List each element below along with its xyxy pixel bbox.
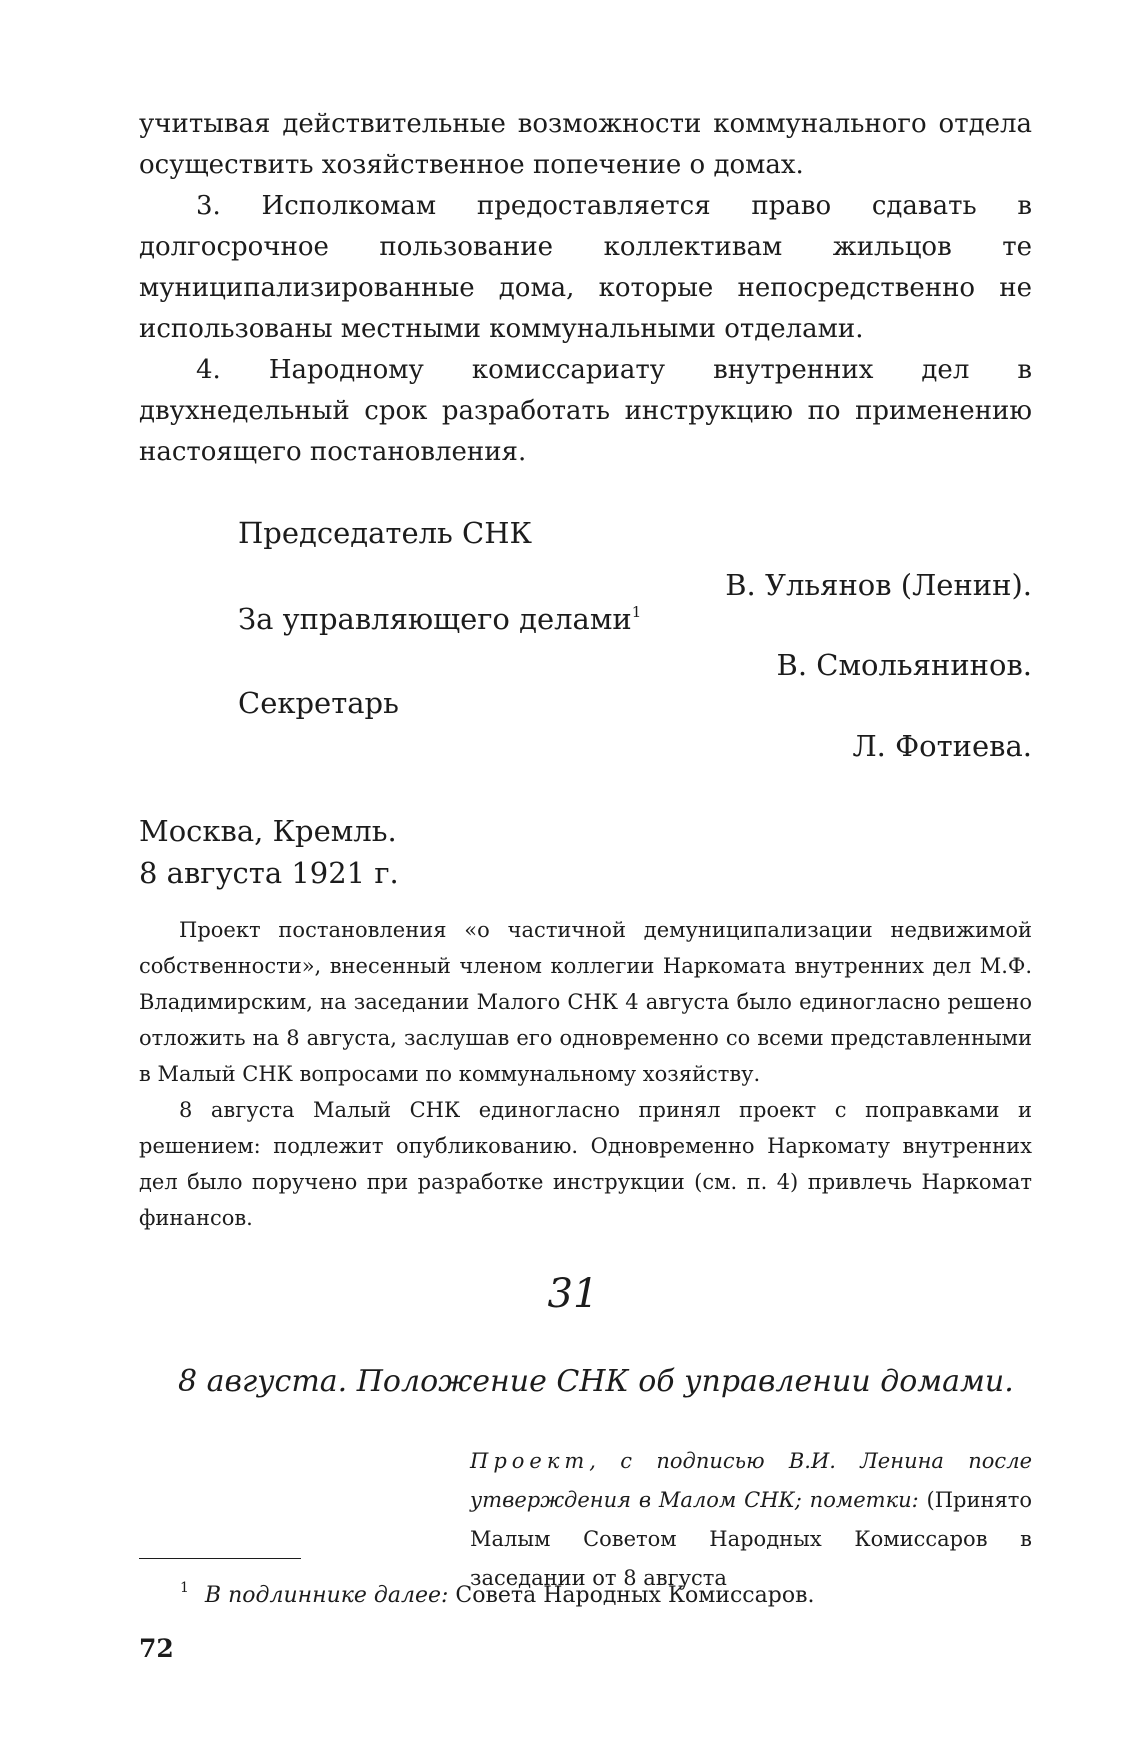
manager-title-text: За управляющего делами	[238, 602, 632, 636]
note-paragraph-1: Проект постановления «о частичной демуниципализации недвижимой собственности», внесенный членом коллегии Наркомата внутренних дел М.Ф. Владимирским, на заседании Малого СНК 4 августа было единогласно решено отложить на 8 августа, заслушав его одновременно со всеми представленными в Малый СНК вопросами по коммунальному хозяйству.	[139, 918, 1032, 1086]
footnote-mark: 1	[180, 1580, 189, 1596]
paragraph-continuation: учитывая действительные возможности коммунального отдела осуществить хозяйственное попечение о домах.	[139, 109, 1032, 180]
secretary-title: Секретарь	[238, 686, 399, 720]
source-spaced: Проект	[470, 1449, 590, 1473]
paragraph-4: 4. Народному комиссариату внутренних дел в двухнедельный срок разработать инструкцию по применению настоящего постановления.	[139, 355, 1032, 467]
footnote	[180, 1572, 814, 1612]
secretary-name: Л. Фотиева.	[852, 729, 1032, 763]
chair-name: В. Ульянов (Ленин).	[725, 568, 1032, 602]
place-date: 8 августа 1921 г.	[139, 856, 399, 890]
page-number: 72	[139, 1634, 174, 1663]
editorial-note	[139, 912, 1032, 1236]
footnote-italic: В подлиннике далее:	[204, 1583, 449, 1608]
source-italic: , с подписью В.И. Ленина после утверждения в Малом СНК; пометки:	[470, 1449, 1032, 1512]
manager-title	[238, 601, 641, 637]
paragraph-3: 3. Исполкомам предоставляется право сдавать в долгосрочное пользование коллективам жильцов те муниципализированные дома, которые непосредственно не использованы местными коммунальными отделами.	[139, 191, 1032, 344]
manager-name: В. Смольянинов.	[776, 648, 1032, 682]
document-number: 31	[547, 1271, 599, 1317]
note-paragraph-2: 8 августа Малый СНК единогласно принял проект с поправками и решением: подлежит опубликованию. Одновременно Наркомату внутренних дел было поручено при разработке инструкции (см. п. 4) привлечь Наркомат финансов.	[139, 1098, 1032, 1230]
document-title: 8 августа. Положение СНК об управлении домами.	[178, 1364, 1014, 1399]
footnote-text: Совета Народных Комиссаров.	[448, 1583, 815, 1608]
footnote-reference: 1	[631, 603, 642, 621]
source-plain: (Принято Малым Советом Народных Комиссаров в заседании от 8 августа	[470, 1488, 1032, 1590]
chair-title: Председатель СНК	[238, 516, 532, 550]
footnote-divider	[139, 1558, 301, 1559]
main-text	[139, 104, 1032, 473]
place-and-date	[139, 810, 399, 894]
place-location: Москва, Кремль.	[139, 814, 397, 848]
